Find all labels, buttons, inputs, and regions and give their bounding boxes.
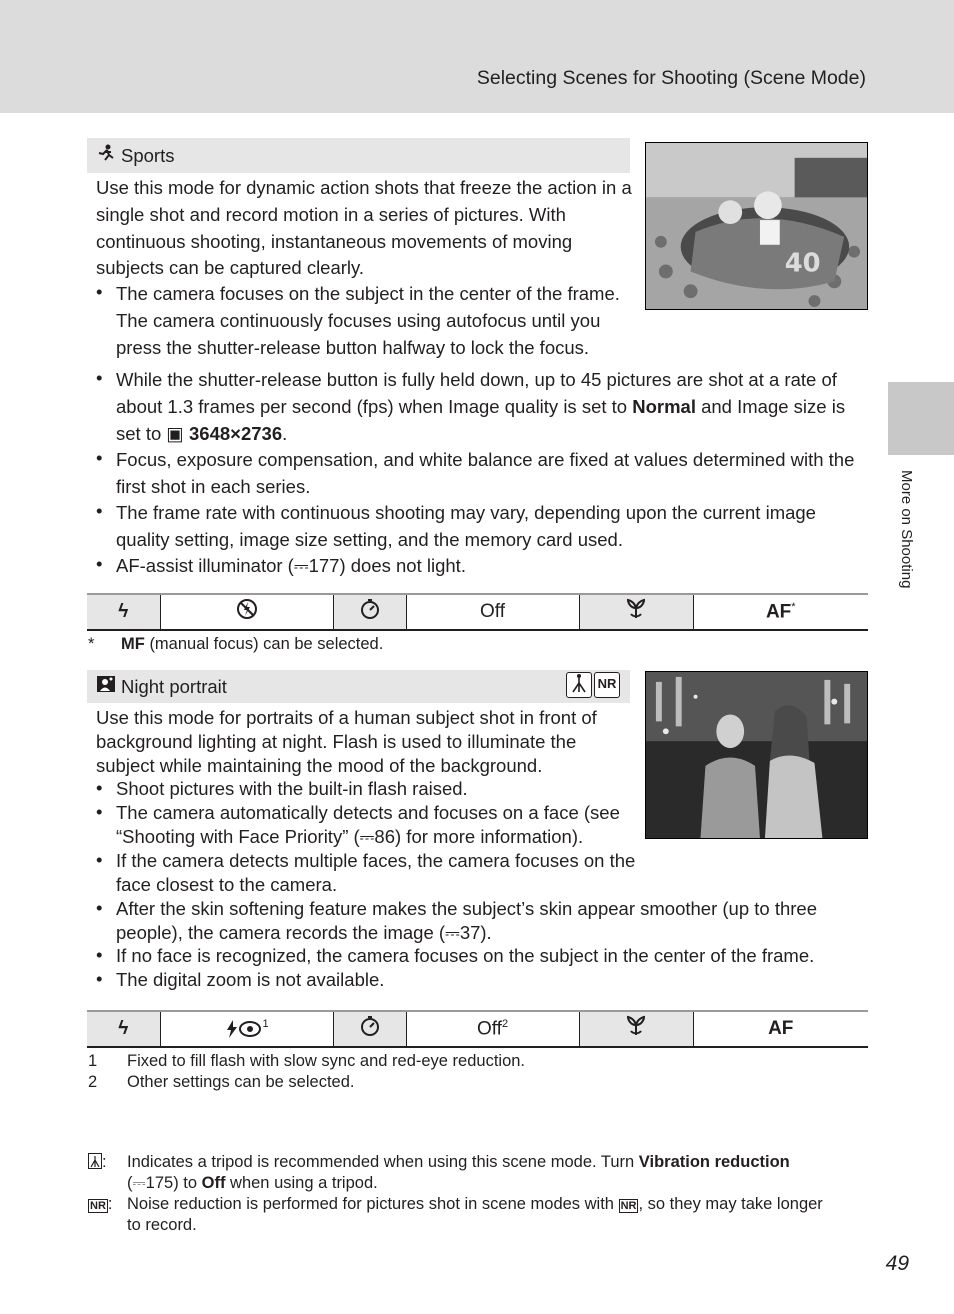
- sports-bullet-3: • Focus, exposure compensation, and white balance are fixed at values determined with the first shot in each series.: [96, 447, 855, 497]
- night-portrait-heading: [87, 670, 630, 703]
- sports-bullet-5: • AF-assist illuminator (⎓177) does not light.: [96, 553, 466, 576]
- nr-icon: NR: [90, 1200, 106, 1212]
- macro-mode-icon: [579, 1011, 693, 1047]
- night-bullet-5: • If no face is recognized, the camera focuses on the subject in the center of the frame.: [96, 944, 815, 966]
- night-footnote-1: 1 Fixed to fill flash with slow sync and red-eye reduction.: [88, 1052, 526, 1070]
- tripod-icon: [88, 1153, 102, 1169]
- macro-mode-icon: [579, 594, 693, 630]
- sports-intro: Use this mode for dynamic action shots that freeze the action in a single shot and record motion in a series of pictures. With continuous shooting, instantaneous movements of moving subjects can be captured clearly.: [96, 177, 632, 279]
- fill-flash-slow-sync-red-eye-icon: 1: [160, 1011, 333, 1047]
- self-timer-icon: [333, 1011, 406, 1047]
- self-timer-value: Off$^2$: [406, 1011, 579, 1047]
- night-portrait-sample-photo: [645, 671, 868, 839]
- legend-noise-reduction-line2: to record.: [127, 1216, 197, 1234]
- sports-icon: [96, 144, 116, 167]
- focus-mode-value: AF: [693, 1011, 868, 1047]
- night-bullet-2: • The camera automatically detects and focuses on a face (see “Shooting with Face Priority” (⎓86) for more information).: [96, 801, 620, 847]
- night-intro: Use this mode for portraits of a human subject shot in front of background lighting at night. Flash is used to illuminate the subject while maintaining the mood of the background.: [96, 707, 597, 776]
- chapter-tab-label: More on Shooting: [898, 470, 915, 589]
- sports-settings-table: [87, 593, 868, 631]
- night-bullet-3: • If the camera detects multiple faces, the camera focuses on the face closest to the camera.: [96, 849, 636, 895]
- sports-footnote: * MF (manual focus) can be selected.: [88, 635, 384, 653]
- flash-mode-icon: ϟ: [87, 1011, 160, 1047]
- night-mode-icons: [566, 672, 620, 698]
- sports-bullet-4: • The frame rate with continuous shooting may vary, depending upon the current image quality setting, image size setting, and the memory card used.: [96, 500, 816, 550]
- image-size-icon: ▣: [166, 422, 190, 444]
- legend-noise-reduction: NR : Noise reduction is performed for pictures shot in scene modes with NR , so they may take longer: [90, 1195, 823, 1213]
- tripod-icon: [566, 672, 592, 698]
- manual-focus-icon: MF: [121, 635, 145, 653]
- sports-heading: [87, 138, 630, 173]
- focus-mode-value: AF*: [693, 594, 868, 630]
- night-footnote-2: 2 Other settings can be selected.: [88, 1073, 355, 1091]
- sports-bullet-2: • While the shutter-release button is fully held down, up to 45 pictures are shot at a rate of about 1.3 frames per second (fps) when Image quality is set to Normal and Image size is set to ▣ 3648×2736.: [96, 367, 846, 444]
- sports-bullet-1: • The camera focuses on the subject in the center of the frame. The camera continuously focuses using autofocus until you press the shutter-release button halfway to lock the focus.: [96, 281, 620, 358]
- legend-tripod-line2: (⎓175) to Off when using a tripod.: [127, 1174, 378, 1192]
- flash-off-icon: [160, 594, 333, 630]
- night-bullet-6: • The digital zoom is not available.: [96, 968, 385, 990]
- night-settings-table: [87, 1010, 868, 1048]
- self-timer-icon: [333, 594, 406, 630]
- page-header-title: Selecting Scenes for Shooting (Scene Mode): [476, 67, 866, 89]
- night-portrait-title: Night portrait: [121, 675, 227, 697]
- nr-icon: NR: [620, 1200, 637, 1212]
- sports-title: Sports: [121, 144, 175, 166]
- flash-mode-icon: ϟ: [87, 594, 160, 630]
- chapter-tab: [888, 382, 954, 455]
- header-band: [0, 0, 954, 113]
- svg-text:40: 40: [784, 248, 821, 279]
- page-number: 49: [885, 1252, 909, 1275]
- sports-sample-photo: [645, 142, 868, 310]
- night-portrait-icon: [96, 675, 116, 698]
- night-bullet-4: • After the skin softening feature makes the subject’s skin appear smoother (up to three people), the camera records the image (⎓37).: [96, 897, 817, 943]
- legend-tripod: : Indicates a tripod is recommended when using this scene mode. Turn Vibration reduction: [88, 1152, 790, 1173]
- self-timer-value: Off: [406, 594, 579, 630]
- night-bullet-1: • Shoot pictures with the built-in flash raised.: [96, 777, 468, 799]
- nr-icon: NR: [594, 672, 620, 698]
